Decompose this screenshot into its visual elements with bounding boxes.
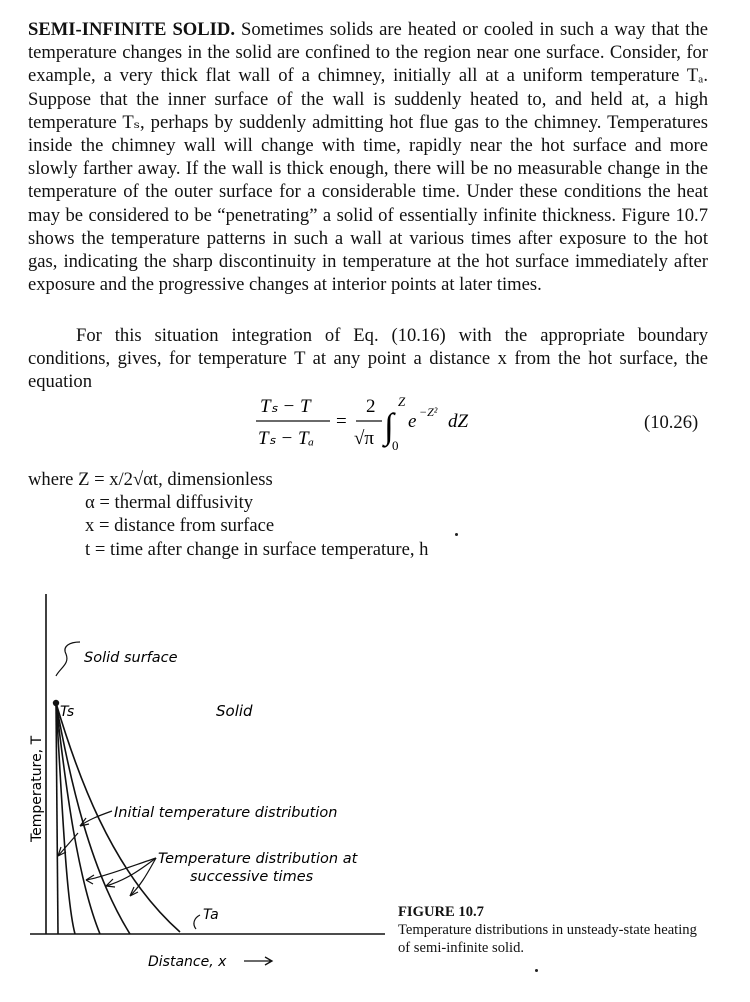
eq-exponent: −Z² <box>419 405 438 419</box>
eq-integrand: e <box>408 411 417 432</box>
eq-lhs-numerator: Tₛ − T <box>260 396 311 417</box>
label-ts: Ts <box>60 704 75 720</box>
eq-differential: dZ <box>448 411 469 432</box>
definition-t: t = time after change in surface temperature, h <box>85 538 429 560</box>
eq-lower-limit: 0 <box>392 438 399 453</box>
section-heading: SEMI-INFINITE SOLID. <box>28 19 235 40</box>
definition-x: x = distance from surface <box>85 515 275 537</box>
variable-definitions <box>28 468 428 561</box>
label-ta: Ta <box>203 907 219 923</box>
eq-coef-numerator: 2 <box>366 396 376 417</box>
caption-title: FIGURE 10.7 <box>398 904 484 920</box>
label-solid-surface: Solid surface <box>84 650 178 666</box>
paragraph-semi-infinite-solid <box>28 18 708 296</box>
caption-text: Temperature distributions in unsteady-state heating of semi-infinite solid. <box>398 922 697 956</box>
label-successive-1: Temperature distribution at <box>158 851 358 867</box>
leader-line-3 <box>130 858 156 896</box>
paragraph-integration <box>28 324 708 394</box>
ta-leader <box>194 915 200 929</box>
definition-z: where Z = x/2√αt, dimensionless <box>28 469 273 490</box>
eq-integral-sign: ∫ <box>384 406 394 446</box>
leader-line-1 <box>58 833 78 856</box>
label-y-axis: Temperature, T <box>29 735 45 842</box>
label-solid: Solid <box>216 702 253 720</box>
figure-caption <box>398 903 708 957</box>
eq-coef-denominator: √π <box>354 428 375 449</box>
equation-10-26 <box>230 392 530 456</box>
eq-lhs-denominator: Tₛ − Tₐ <box>258 428 315 449</box>
label-successive-2: successive times <box>190 869 314 885</box>
eq-upper-limit: Z <box>398 394 406 409</box>
label-x-axis: Distance, x <box>148 954 227 970</box>
eq-equals: = <box>336 411 347 432</box>
paragraph-1-text: Sometimes solids are heated or cooled in such a way that the temperature changes in the solid are confined to the region near one surface. Consider, for example, a very thick flat wall of a chimney, initially all at a uniform temperature Tₐ. Suppose that the inner surface of the wall is suddenly heated to, and held at, a high temperature Tₛ, perhaps by suddenly admitting hot flue gas to the chimney. Temperatures inside the chimney wall will change with time, rapidly near the hot surface and more slowly farther away. If the wall is thick enough, there will be no measurable change in the temperature of the outer surface for a considerable time. Under these conditions the heat may be considered to be “penetrating” a solid of essentially infinite thickness. Figure 10.7 shows the temperature patterns in such a wall at various times after exposure to the hot gas, indicating the sharp discontinuity in temperature at the hot surface immediately after exposure and the progressive changes at interior points at later times. <box>28 19 708 296</box>
speck <box>535 969 538 972</box>
ts-point <box>53 700 59 706</box>
speck <box>455 533 458 536</box>
equation-number: (10.26) <box>644 412 699 433</box>
solid-surface-leader <box>56 642 80 676</box>
definition-alpha: α = thermal diffusivity <box>85 492 254 514</box>
paragraph-2-text: For this situation integration of Eq. (10.16) with the appropriate boundary conditions, gives, for temperature T at any point a distance x from the hot surface, the equation <box>28 325 708 393</box>
figure-10-7 <box>0 580 390 990</box>
label-initial-distribution: Initial temperature distribution <box>114 805 338 821</box>
x-axis-arrow <box>244 957 272 965</box>
